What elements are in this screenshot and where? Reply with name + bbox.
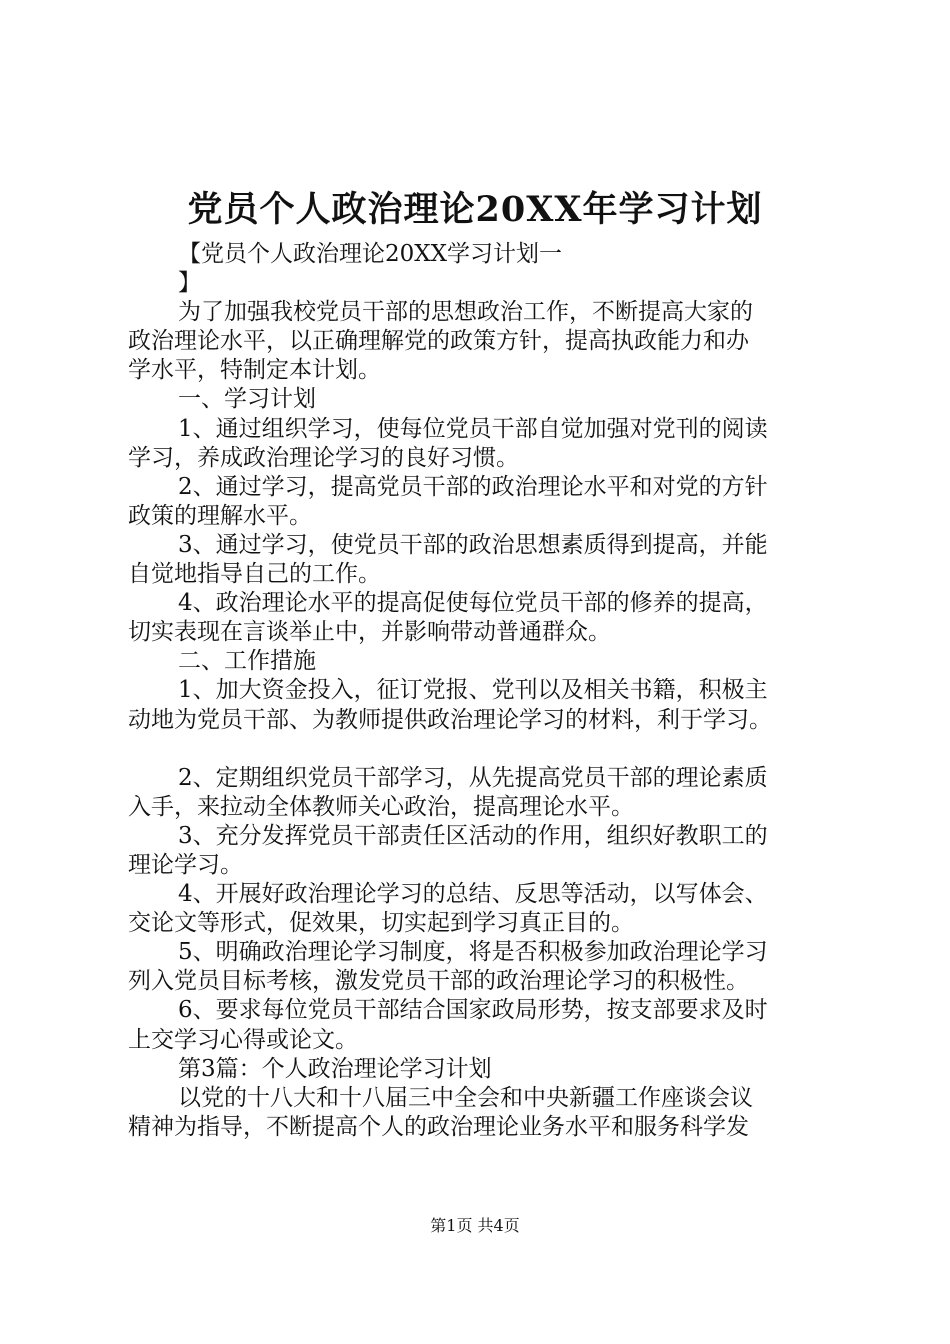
text-line: 】: [178, 270, 201, 297]
page-footer: 第1页 共4页: [430, 1216, 520, 1235]
text-line: 动地为党员干部、为教师提供政治理论学习的材料，利于学习。: [128, 706, 772, 733]
text-line: 1、加大资金投入，征订党报、党刊以及相关书籍，积极主: [178, 677, 768, 704]
text-line: 二、工作措施: [178, 648, 316, 675]
text-line: 第3篇：个人政治理论学习计划: [178, 1055, 492, 1082]
document-body: [128, 240, 848, 1142]
text-line: 5、明确政治理论学习制度，将是否积极参加政治理论学习: [178, 939, 768, 966]
text-line: 3、充分发挥党员干部责任区活动的作用，组织好教职工的: [178, 822, 768, 849]
text-line: [128, 735, 848, 764]
document-title: 党员个人政治理论20XX年学习计划: [187, 189, 763, 230]
text-line: 2、定期组织党员干部学习，从先提高党员干部的理论素质: [178, 764, 768, 791]
text-line: 理论学习。: [128, 851, 243, 878]
text-line: 6、要求每位党员干部结合国家政局形势，按支部要求及时: [178, 997, 768, 1024]
text-line: 入手，来拉动全体教师关心政治，提高理论水平。: [128, 793, 634, 820]
text-line: 切实表现在言谈举止中，并影响带动普通群众。: [128, 619, 611, 646]
text-line: 政治理论水平，以正确理解党的政策方针，提高执政能力和办: [128, 328, 749, 355]
text-line: 2、通过学习，提高党员干部的政治理论水平和对党的方针: [178, 473, 768, 500]
text-line: 1、通过组织学习，使每位党员干部自觉加强对党刊的阅读: [178, 415, 768, 442]
text-line: 交论文等形式，促效果，切实起到学习真正目的。: [128, 910, 634, 937]
text-line: 学习，养成政治理论学习的良好习惯。: [128, 444, 519, 471]
text-line: 3、通过学习，使党员干部的政治思想素质得到提高，并能: [178, 531, 768, 558]
text-line: 一、学习计划: [178, 386, 316, 413]
text-line: 自觉地指导自己的工作。: [128, 561, 381, 588]
text-line: 以党的十八大和十八届三中全会和中央新疆工作座谈会议: [178, 1084, 753, 1111]
text-line: 为了加强我校党员干部的思想政治工作，不断提高大家的: [178, 299, 753, 326]
text-line: 上交学习心得或论文。: [128, 1026, 358, 1053]
text-line: 4、开展好政治理论学习的总结、反思等活动，以写体会、: [178, 881, 768, 908]
text-line: 学水平，特制定本计划。: [128, 357, 381, 384]
text-line: 精神为指导，不断提高个人的政治理论业务水平和服务科学发: [128, 1113, 749, 1140]
text-line: 【党员个人政治理论20XX学习计划一: [178, 241, 563, 267]
text-line: 列入党员目标考核，激发党员干部的政治理论学习的积极性。: [128, 968, 749, 995]
text-line: 4、政治理论水平的提高促使每位党员干部的修养的提高，: [178, 590, 768, 617]
text-line: 政策的理解水平。: [128, 502, 312, 529]
